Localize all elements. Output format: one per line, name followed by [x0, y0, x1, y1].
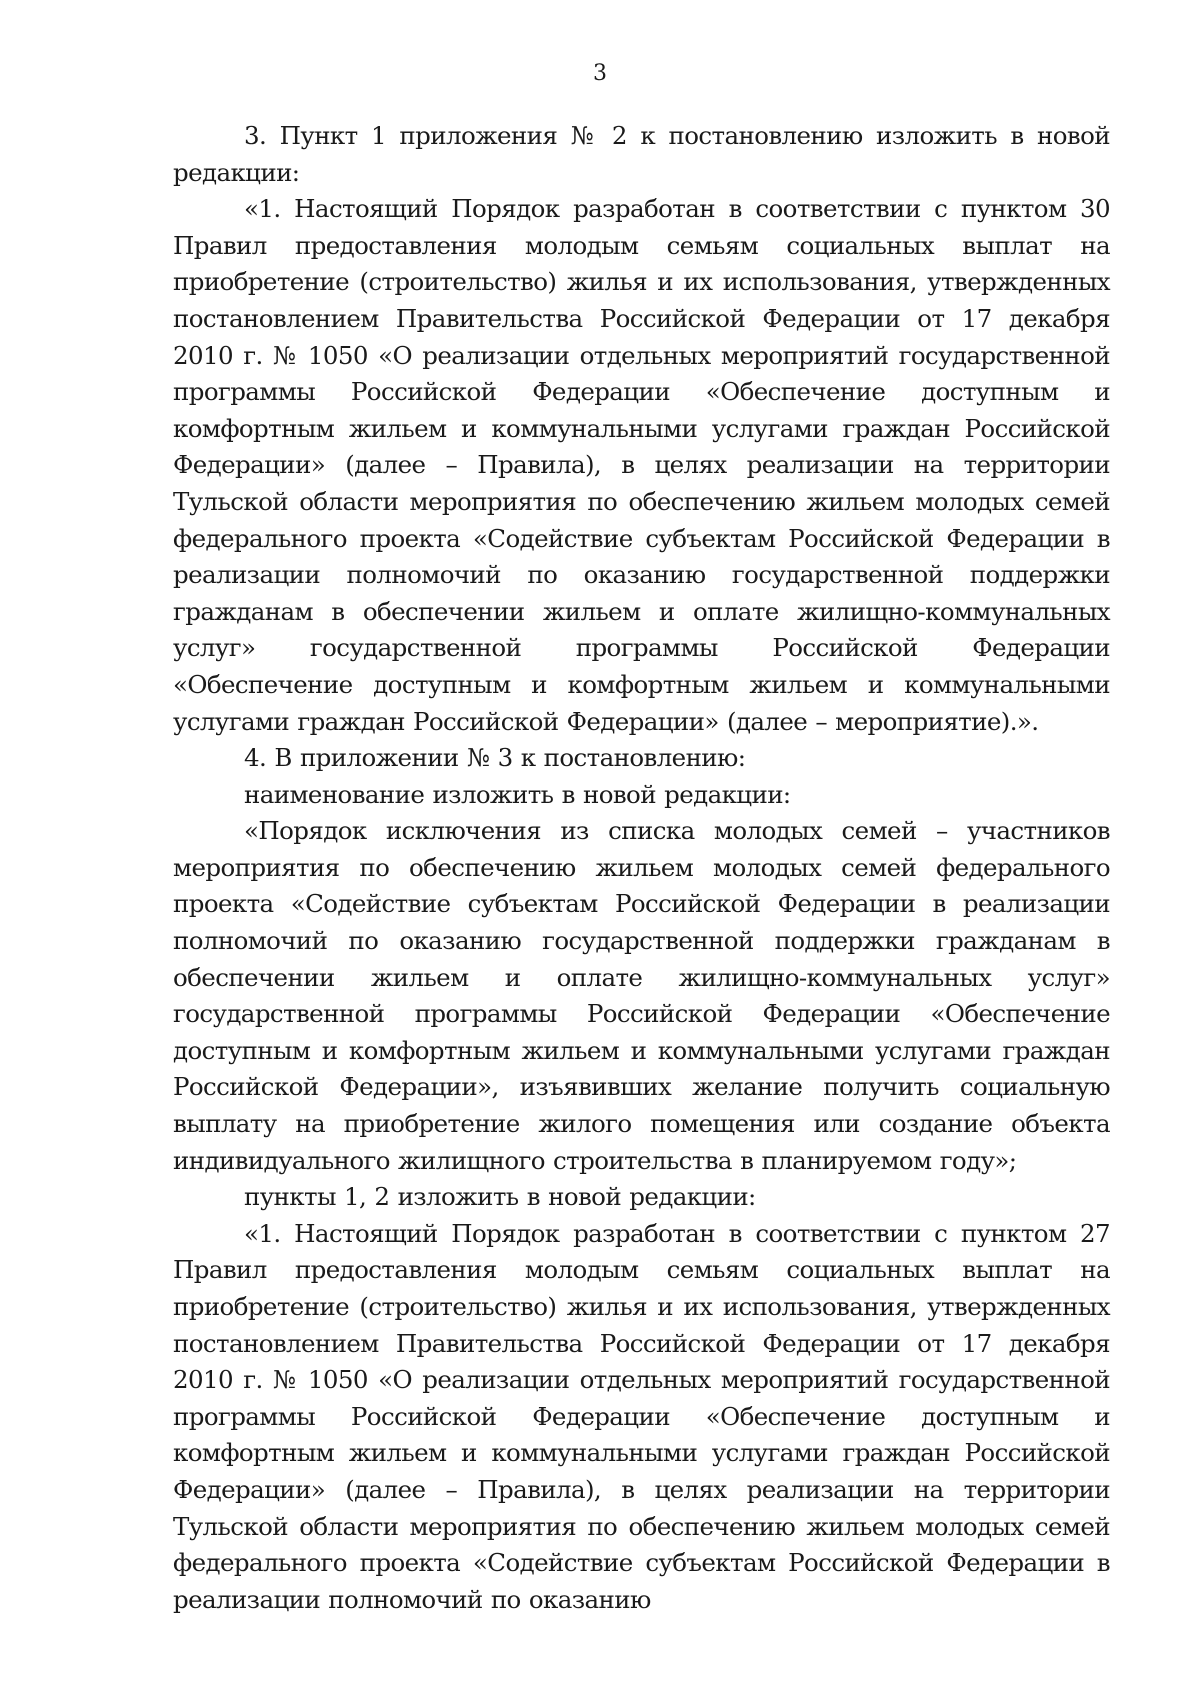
paragraph-quoted-point-1-revised: «1. Настоящий Порядок разработан в соответствии с пунктом 27 Правил предоставления молодым семьям социальных выплат на приобретение (строительство) жилья и их использования, утвержденных постановлением Правительства Российской Федерации от 17 декабря 2010 г. № 1050 «О реализации отдельных мероприятий государственной программы Российской Федерации «Обеспечение доступным и комфортным жильем и коммунальными услугами граждан Российской Федерации» (далее – Правила), в целях реализации на территории Тульской области мероприятия по обеспечению жильем молодых семей федерального проекта «Содействие субъектам Российской Федерации в реализации полномочий по оказанию [173, 1218, 1110, 1614]
paragraph-title-instruction: наименование изложить в новой редакции: [244, 779, 791, 809]
paragraph-quoted-point-1: «1. Настоящий Порядок разработан в соответствии с пунктом 30 Правил предоставления молодым семьям социальных выплат на приобретение (строительство) жилья и их использования, утвержденных постановлением Правительства Российской Федерации от 17 декабря 2010 г. № 1050 «О реализации отдельных мероприятий государственной программы Российской Федерации «Обеспечение доступным и комфортным жильем и коммунальными услугами граждан Российской Федерации» (далее – Правила), в целях реализации на территории Тульской области мероприятия по обеспечению жильем молодых семей федерального проекта «Содействие субъектам Российской Федерации в реализации полномочий по оказанию государственной поддержки гражданам в обеспечении жильем и оплате жилищно-коммунальных услуг» государственной программы Российской Федерации «Обеспечение доступным и комфортным жильем и коммунальными услугами граждан Российской Федерации» (далее – мероприятие).». [173, 194, 1110, 736]
paragraph-quoted-title: «Порядок исключения из списка молодых семей – участников мероприятия по обеспечению жильем молодых семей федерального проекта «Содействие субъектам Российской Федерации в реализации полномочий по оказанию государственной поддержки гражданам в обеспечении жильем и оплате жилищно-коммунальных услуг» государственной программы Российской Федерации «Обеспечение доступным и комфортным жильем и коммунальными услугами граждан Российской Федерации», изъявивших желание получить социальную выплату на приобретение жилого помещения или создание объекта индивидуального жилищного строительства в планируемом году»; [173, 816, 1110, 1175]
page-number: 3 [593, 61, 607, 86]
paragraph-points-instruction: пункты 1, 2 изложить в новой редакции: [244, 1182, 756, 1212]
paragraph-item-3: 3. Пункт 1 приложения № 2 к постановлению изложить в новой редакции: [173, 121, 1110, 187]
paragraph-item-4: 4. В приложении № 3 к постановлению: [244, 743, 746, 773]
document-body [173, 118, 1110, 1618]
